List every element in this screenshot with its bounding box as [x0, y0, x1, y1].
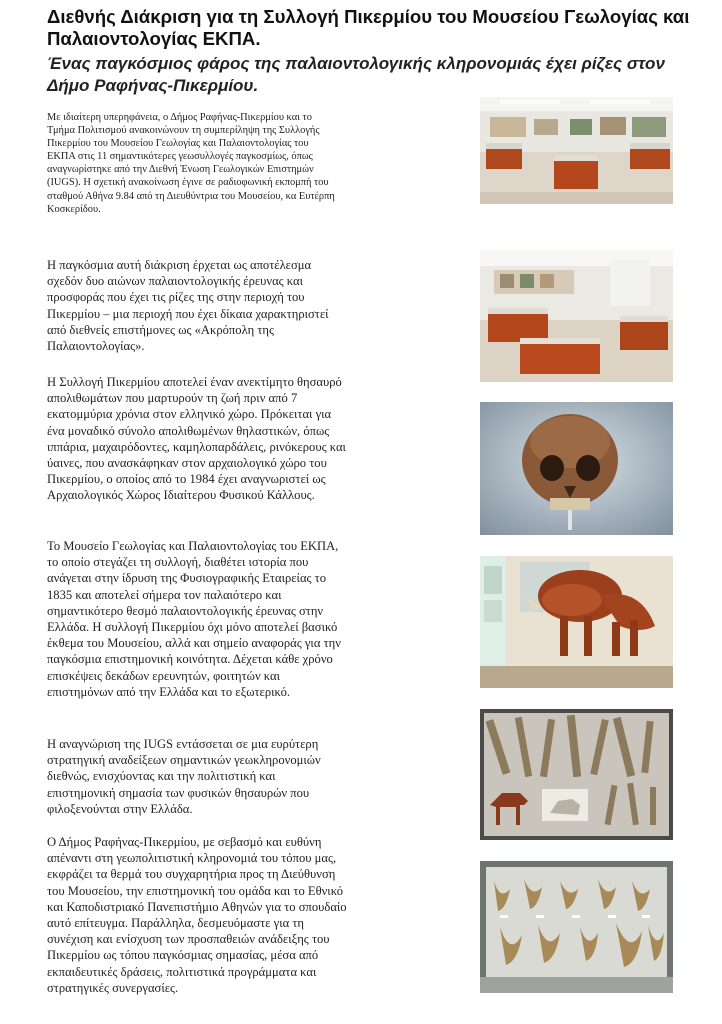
fossil-horns-display-photo — [480, 861, 673, 993]
paragraph-3: Η Συλλογή Πικερμίου αποτελεί έναν ανεκτίμητο θησαυρό απολιθωμάτων που μαρτυρούν τη ζωή πριν από 7 εκατομμύρια χρόνια στον ελληνικό χώρο. Πρόκειται για ένα μοναδικό σύνολο απολιθωμένων θηλαστικών, όπως ιππάρια, μαχαιρόδοντες, καμηλοπαρδάλεις, ρινόκερους και ύαινες, που ανασκάφηκαν στον αρχαιολογικό χώρο του Πικερμίου, ο οποίος από το 1984 έχει αναγνωριστεί ως Αρχαιολογικός Χώρος Ιδιαίτερου Φυσικού Κάλλους. — [47, 375, 346, 503]
paragraph-1: Με ιδιαίτερη υπερηφάνεια, ο Δήμος Ραφήνας-Πικερμίου και το Τμήμα Πολιτισμού ανακοινώνουν τη συμπερίληψη της Συλλογής Πικερμίου του Μουσείου Γεωλογίας και Παλαιοντολογίας του ΕΚΠΑ στις 11 σημαντικότερες γεωσυλλογές παγκοσμίως, όπως αναγνωρίστηκε από την Διεθνή Ένωση Γεωλογικών Επιστημών (IUGS). Η σχετική ανακοίνωση έγινε σε ραδιοφωνική εκπομπή του σταθμού Αθήνα 9.84 από τη Διευθύντρια του Μουσείου, κα Ευτέρπη Κοσκερίδου. — [47, 112, 335, 215]
page-subtitle: Ένας παγκόσμιος φάρος της παλαιοντολογικής κληρονομιάς έχει ρίζες στον Δήμο Ραφήνας-Πικερμίου. — [47, 54, 665, 95]
paragraph-5: Η αναγνώριση της IUGS εντάσσεται σε μια ευρύτερη στρατηγική αναδείξεων σημαντικών γεωκληρονομιών διεθνώς, ενισχύοντας και την πολιτιστική και επιστημονική σημασία των φυσικών θησαυρών που φιλοξενούνται στην Ελλάδα. — [47, 737, 321, 816]
fossil-skull-photo — [480, 402, 673, 535]
paragraph-6: Ο Δήμος Ραφήνας-Πικερμίου, με σεβασμό και ευθύνη απέναντι στη γεωπολιτιστική κληρονομιά του τόπου μας, εκφράζει τα θερμά του συγχαρητήρια προς τη Διεύθυνση του Μουσείου, την επιστημονική του ομάδα και το Εθνικό και Καποδιστριακό Πανεπιστήμιο Αθηνών για το σπουδαίο αυτό επίτευγμα. Παράλληλα, δεσμευόμαστε για τη συνέχιση και ενίσχυση των προσπαθειών ανάδειξης του Πικερμίου ως τόπου παγκόσμιας σημασίας, μέσα από εκπαιδευτικές δράσεις, πολιτιστικά προγράμματα και στρατηγικές συνεργασίες. — [47, 835, 347, 995]
museum-hall-cases-photo — [480, 250, 673, 382]
triceratops-skeleton-photo — [480, 556, 673, 688]
page-title: Διεθνής Διάκριση για τη Συλλογή Πικερμίου του Μουσείου Γεωλογίας και Παλαιοντολογίας ΕΚΠΑ. — [47, 6, 690, 49]
museum-hall-photo — [480, 97, 673, 204]
fossil-bones-display-photo — [480, 709, 673, 840]
paragraph-4: Το Μουσείο Γεωλογίας και Παλαιοντολογίας του ΕΚΠΑ, το οποίο στεγάζει τη συλλογή, διαθέτει ιστορία που ανάγεται στην ίδρυση της Φυσιογραφικής Εταιρείας το 1835 και αποτελεί σήμερα τον παλαιότερο και σημαντικότερο θεσμό παλαιοντολογικής έρευνας στην Ελλάδα. Η συλλογή Πικερμίου όχι μόνο αποτελεί βασικό έκθεμα του Μουσείου, αλλά και σημείο αναφοράς για την παγκόσμια επιστημονική κοινότητα. Δέχεται κάθε χρόνο επισκέψεις δεκάδων ερευνητών, φοιτητών και επιστημόνων από την Ελλάδα και το εξωτερικό. — [47, 539, 341, 699]
paragraph-2: Η παγκόσμια αυτή διάκριση έρχεται ως αποτέλεσμα σχεδόν δυο αιώνων παλαιοντολογικής έρευνας και προσφοράς που έχει τις ρίζες της στην περιοχή του Πικερμίου – μια περιοχή που έχει δίκαια χαρακτηριστεί από διεθνείς επιστήμονες ως «Ακρόπολη της Παλαιοντολογίας». — [47, 258, 329, 354]
